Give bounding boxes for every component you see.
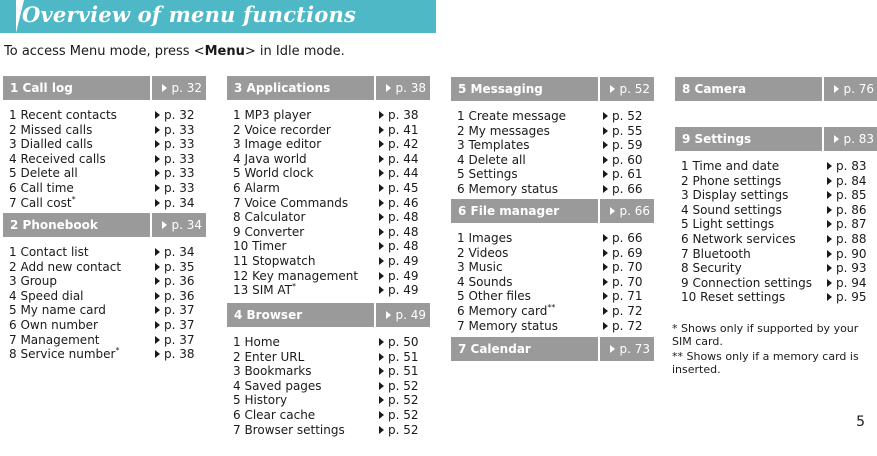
menu-item-page-ref: p. 33: [155, 123, 195, 138]
triangle-right-icon: [827, 264, 832, 272]
menu-item-label: 6 Own number: [9, 317, 98, 332]
triangle-right-icon: [379, 126, 384, 134]
triangle-right-icon: [379, 411, 384, 419]
menu-item-label: 2 Add new contact: [9, 259, 122, 274]
section-page-ref: p. 76: [834, 82, 874, 96]
menu-item: [3, 245, 206, 260]
menu-item: [227, 269, 430, 284]
menu-item-label: 5 Other files: [457, 289, 531, 304]
menu-section: [675, 77, 877, 101]
section-title: 9 Settings: [682, 132, 752, 146]
menu-item: [451, 231, 654, 246]
menu-item: [3, 289, 206, 304]
triangle-right-icon: [827, 220, 832, 228]
section-page-ref: p. 38: [386, 81, 426, 95]
menu-item-page-ref: p. 46: [379, 196, 419, 211]
title-banner: [0, 0, 436, 33]
menu-item: [451, 138, 654, 153]
menu-item-label: 4 Delete all: [457, 152, 526, 167]
page-title: Overview of menu functions: [22, 2, 356, 27]
triangle-right-icon: [834, 85, 839, 93]
menu-item-label: 6 Alarm: [233, 180, 280, 195]
menu-item-page-ref: p. 38: [155, 347, 195, 362]
menu-item-page-ref: p. 55: [603, 124, 643, 139]
menu-item-page-ref: p. 86: [827, 203, 867, 218]
menu-section: [451, 337, 654, 361]
triangle-right-icon: [610, 207, 615, 215]
triangle-right-icon: [603, 234, 608, 242]
menu-item-page-ref: p. 35: [155, 260, 195, 275]
menu-item-page-ref: p. 33: [155, 166, 195, 181]
menu-item: [3, 166, 206, 181]
menu-item-page-ref: p. 87: [827, 217, 867, 232]
triangle-right-icon: [603, 127, 608, 135]
menu-item-page-ref: p. 72: [603, 319, 643, 334]
menu-item: [3, 347, 206, 362]
triangle-right-icon: [155, 263, 160, 271]
menu-item: [451, 153, 654, 168]
menu-item-label: 2 Voice recorder: [233, 122, 331, 137]
menu-item-page-ref: p. 33: [155, 137, 195, 152]
menu-item: [675, 217, 877, 232]
triangle-right-icon: [155, 140, 160, 148]
menu-item: [227, 181, 430, 196]
menu-item: [227, 364, 430, 379]
menu-item: [227, 379, 430, 394]
menu-item-page-ref: p. 72: [603, 304, 643, 319]
intro-text: [4, 44, 345, 59]
footnote-mark: *: [71, 194, 76, 204]
menu-item-label: 2 Videos: [457, 245, 509, 260]
triangle-right-icon: [379, 155, 384, 163]
menu-item-label: 6 Call time: [9, 180, 74, 195]
menu-item-page-ref: p. 52: [379, 379, 419, 394]
menu-item-page-ref: p. 41: [379, 123, 419, 138]
menu-item-label: 10 Reset settings: [681, 290, 786, 305]
header-divider: [374, 303, 376, 327]
menu-item-page-ref: p. 36: [155, 289, 195, 304]
menu-item-label: 3 Bookmarks: [233, 364, 312, 379]
triangle-right-icon: [379, 338, 384, 346]
menu-item-label: 6 Clear cache: [233, 407, 316, 422]
menu-item: [3, 260, 206, 275]
menu-item: [675, 203, 877, 218]
menu-item-page-ref: p. 69: [603, 246, 643, 261]
triangle-right-icon: [379, 184, 384, 192]
section-page-ref: p. 66: [610, 204, 650, 218]
menu-item: [451, 275, 654, 290]
menu-item-label: 3 Dialled calls: [9, 137, 93, 152]
menu-item: [227, 196, 430, 211]
menu-item-label: 7 Management: [9, 332, 100, 347]
menu-item-label: 4 Sound settings: [681, 202, 782, 217]
triangle-right-icon: [155, 277, 160, 285]
menu-item-label: 12 Key management: [233, 268, 359, 283]
menu-item-label: 6 Memory status: [457, 181, 558, 196]
menu-item-label: 13 SIM AT*: [233, 282, 297, 298]
menu-item: [675, 261, 877, 276]
section-title: 2 Phonebook: [10, 218, 98, 232]
footnote-mark: *: [292, 282, 297, 292]
menu-item-page-ref: p. 48: [379, 210, 419, 225]
triangle-right-icon: [827, 279, 832, 287]
menu-item-page-ref: p. 44: [379, 152, 419, 167]
triangle-right-icon: [603, 170, 608, 178]
menu-item-page-ref: p. 66: [603, 182, 643, 197]
triangle-right-icon: [379, 396, 384, 404]
menu-item-label: 6 Memory card**: [457, 302, 556, 318]
menu-item-label: 7 Bluetooth: [681, 246, 751, 261]
menu-item-page-ref: p. 66: [603, 231, 643, 246]
menu-item: [3, 123, 206, 138]
menu-item-label: 7 Voice Commands: [233, 195, 349, 210]
menu-item-page-ref: p. 60: [603, 153, 643, 168]
menu-item-page-ref: p. 33: [155, 152, 195, 167]
menu-item-label: 2 Phone settings: [681, 173, 782, 188]
section-header: [227, 303, 430, 327]
triangle-right-icon: [155, 184, 160, 192]
menu-item-label: 1 Contact list: [9, 245, 89, 259]
menu-item: [227, 408, 430, 423]
menu-item: [227, 393, 430, 408]
menu-item-page-ref: p. 36: [155, 274, 195, 289]
menu-item-label: 7 Memory status: [457, 318, 558, 333]
triangle-right-icon: [379, 111, 384, 119]
triangle-right-icon: [155, 336, 160, 344]
menu-item: [675, 159, 877, 174]
menu-item: [227, 350, 430, 365]
triangle-right-icon: [379, 353, 384, 361]
triangle-right-icon: [603, 292, 608, 300]
menu-item: [227, 423, 430, 438]
triangle-right-icon: [379, 367, 384, 375]
triangle-right-icon: [155, 126, 160, 134]
menu-item: [451, 289, 654, 304]
menu-item-label: 4 Java world: [233, 151, 307, 166]
menu-item: [451, 260, 654, 275]
menu-item: [3, 137, 206, 152]
menu-item-label: 3 Templates: [457, 138, 530, 153]
header-divider: [598, 77, 600, 101]
triangle-right-icon: [386, 311, 391, 319]
menu-item-label: 1 Home: [233, 335, 280, 349]
menu-item: [675, 276, 877, 291]
triangle-right-icon: [603, 112, 608, 120]
menu-item-label: 2 Missed calls: [9, 122, 93, 137]
triangle-right-icon: [379, 169, 384, 177]
menu-item-page-ref: p. 34: [155, 196, 195, 211]
menu-item: [451, 167, 654, 182]
triangle-right-icon: [379, 426, 384, 434]
triangle-right-icon: [827, 293, 832, 301]
menu-item-label: 2 My messages: [457, 123, 550, 138]
menu-item-label: 5 History: [233, 393, 288, 408]
triangle-right-icon: [603, 278, 608, 286]
menu-item-label: 8 Security: [681, 261, 742, 276]
section-title: 4 Browser: [234, 308, 303, 322]
menu-item: [227, 225, 430, 240]
triangle-right-icon: [603, 307, 608, 315]
menu-item-page-ref: p. 85: [827, 188, 867, 203]
menu-item: [451, 319, 654, 334]
menu-item-page-ref: p. 33: [155, 181, 195, 196]
triangle-right-icon: [827, 191, 832, 199]
triangle-right-icon: [610, 85, 615, 93]
menu-item: [3, 196, 206, 211]
menu-item: [227, 166, 430, 181]
header-divider: [822, 77, 824, 101]
menu-item: [3, 152, 206, 167]
menu-item-page-ref: p. 37: [155, 303, 195, 318]
menu-item-label: 4 Sounds: [457, 274, 513, 289]
menu-item-label: 3 Music: [457, 260, 503, 275]
menu-item-page-ref: p. 50: [379, 335, 419, 350]
triangle-right-icon: [386, 84, 391, 92]
menu-item-label: 2 Enter URL: [233, 349, 305, 364]
triangle-right-icon: [610, 345, 615, 353]
section-header: [451, 199, 654, 223]
triangle-right-icon: [603, 185, 608, 193]
menu-item-label: 5 Delete all: [9, 166, 78, 181]
menu-item-label: 5 World clock: [233, 166, 314, 181]
menu-item-label: 8 Service number*: [9, 346, 120, 362]
menu-item: [3, 181, 206, 196]
menu-key: Menu: [204, 44, 245, 59]
triangle-right-icon: [155, 292, 160, 300]
menu-item: [3, 303, 206, 318]
triangle-right-icon: [379, 228, 384, 236]
menu-item-page-ref: p. 34: [155, 245, 195, 260]
intro-before: To access Menu mode, press <: [4, 44, 205, 59]
menu-item-page-ref: p. 48: [379, 225, 419, 240]
footnote-mark: **: [547, 302, 556, 312]
triangle-right-icon: [827, 250, 832, 258]
menu-item-label: 4 Saved pages: [233, 378, 322, 393]
menu-item: [3, 108, 206, 123]
menu-item-label: 8 Calculator: [233, 210, 306, 225]
menu-item-label: 1 Images: [457, 231, 513, 245]
menu-item: [227, 108, 430, 123]
menu-item-page-ref: p. 42: [379, 137, 419, 152]
menu-item: [451, 304, 654, 319]
menu-item-label: 5 My name card: [9, 303, 106, 318]
menu-item-page-ref: p. 37: [155, 333, 195, 348]
triangle-right-icon: [603, 156, 608, 164]
triangle-right-icon: [603, 249, 608, 257]
header-divider: [374, 76, 376, 100]
triangle-right-icon: [603, 141, 608, 149]
menu-item-label: 4 Speed dial: [9, 288, 84, 303]
triangle-right-icon: [379, 257, 384, 265]
menu-item-label: 6 Network services: [681, 231, 796, 246]
triangle-right-icon: [379, 199, 384, 207]
menu-section: [3, 213, 206, 362]
menu-item-page-ref: p. 49: [379, 283, 419, 298]
menu-item-label: 5 Light settings: [681, 217, 775, 232]
section-header: [227, 76, 430, 100]
section-header: [451, 77, 654, 101]
footnote-sim: * Shows only if supported by your SIM card.: [672, 322, 859, 348]
section-header: [3, 76, 206, 100]
triangle-right-icon: [155, 199, 160, 207]
menu-item-label: 9 Converter: [233, 224, 305, 239]
menu-item-page-ref: p. 88: [827, 232, 867, 247]
menu-section: [451, 77, 654, 197]
menu-item-label: 1 MP3 player: [233, 108, 312, 122]
triangle-right-icon: [155, 321, 160, 329]
header-divider: [150, 76, 152, 100]
triangle-right-icon: [827, 206, 832, 214]
menu-item-label: 1 Time and date: [681, 159, 780, 173]
menu-item: [675, 232, 877, 247]
menu-item: [451, 109, 654, 124]
triangle-right-icon: [827, 162, 832, 170]
menu-item: [3, 274, 206, 289]
header-divider: [822, 127, 824, 151]
header-divider: [598, 199, 600, 223]
menu-item-page-ref: p. 45: [379, 181, 419, 196]
triangle-right-icon: [379, 242, 384, 250]
menu-item: [227, 283, 430, 298]
menu-item-label: 11 Stopwatch: [233, 253, 316, 268]
triangle-right-icon: [834, 135, 839, 143]
menu-item: [3, 318, 206, 333]
header-divider: [598, 337, 600, 361]
triangle-right-icon: [379, 140, 384, 148]
menu-item-page-ref: p. 71: [603, 289, 643, 304]
triangle-right-icon: [162, 221, 167, 229]
footnote-mark: *: [115, 346, 120, 356]
menu-item-label: 5 Settings: [457, 167, 518, 182]
section-title: 6 File manager: [458, 204, 560, 218]
section-page-ref: p. 49: [386, 308, 426, 322]
menu-item: [675, 290, 877, 305]
menu-item-label: 4 Received calls: [9, 151, 106, 166]
triangle-right-icon: [379, 272, 384, 280]
menu-item-page-ref: p. 51: [379, 364, 419, 379]
menu-item-label: 7 Call cost*: [9, 194, 76, 210]
menu-item-page-ref: p. 61: [603, 167, 643, 182]
section-header: [675, 127, 877, 151]
triangle-right-icon: [155, 155, 160, 163]
section-header: [451, 337, 654, 361]
triangle-right-icon: [155, 350, 160, 358]
menu-item-label: 3 Image editor: [233, 137, 322, 152]
triangle-right-icon: [603, 263, 608, 271]
footnote-memory-card: ** Shows only if a memory card is inserted.: [672, 350, 859, 376]
menu-section: [227, 303, 430, 437]
menu-item: [675, 188, 877, 203]
page-number: 5: [856, 414, 865, 430]
menu-item: [451, 124, 654, 139]
menu-item-page-ref: p. 44: [379, 166, 419, 181]
menu-item: [227, 239, 430, 254]
section-title: 8 Camera: [682, 82, 747, 96]
menu-item-page-ref: p. 90: [827, 247, 867, 262]
menu-item: [227, 123, 430, 138]
triangle-right-icon: [379, 213, 384, 221]
menu-item-label: 3 Group: [9, 274, 57, 289]
menu-item: [227, 137, 430, 152]
menu-item-page-ref: p. 49: [379, 269, 419, 284]
menu-item-label: 10 Timer: [233, 239, 287, 254]
menu-item-page-ref: p. 52: [379, 423, 419, 438]
menu-item-page-ref: p. 70: [603, 260, 643, 275]
menu-item-page-ref: p. 52: [379, 393, 419, 408]
section-title: 7 Calendar: [458, 342, 531, 356]
section-title: 3 Applications: [234, 81, 331, 95]
menu-item: [451, 182, 654, 197]
menu-item-page-ref: p. 83: [827, 159, 867, 174]
menu-item-page-ref: p. 52: [379, 408, 419, 423]
triangle-right-icon: [155, 248, 160, 256]
menu-item: [227, 254, 430, 269]
triangle-right-icon: [827, 177, 832, 185]
menu-item: [227, 335, 430, 350]
section-page-ref: p. 83: [834, 132, 874, 146]
triangle-right-icon: [603, 322, 608, 330]
triangle-right-icon: [827, 235, 832, 243]
menu-item-page-ref: p. 37: [155, 318, 195, 333]
menu-item-page-ref: p. 59: [603, 138, 643, 153]
triangle-right-icon: [379, 286, 384, 294]
menu-section: [451, 199, 654, 333]
section-page-ref: p. 32: [162, 81, 202, 95]
section-title: 1 Call log: [10, 81, 73, 95]
triangle-right-icon: [155, 306, 160, 314]
menu-section: [675, 127, 877, 305]
menu-item-page-ref: p. 38: [379, 108, 419, 123]
triangle-right-icon: [162, 84, 167, 92]
triangle-right-icon: [155, 169, 160, 177]
menu-item-label: 3 Display settings: [681, 188, 789, 203]
menu-item-page-ref: p. 93: [827, 261, 867, 276]
menu-item-label: 1 Create message: [457, 109, 567, 123]
section-page-ref: p. 73: [610, 342, 650, 356]
menu-item-page-ref: p. 51: [379, 350, 419, 365]
menu-item-label: 7 Browser settings: [233, 422, 345, 437]
menu-item: [3, 333, 206, 348]
menu-item-page-ref: p. 49: [379, 254, 419, 269]
menu-item-page-ref: p. 84: [827, 174, 867, 189]
menu-item: [227, 152, 430, 167]
menu-item-page-ref: p. 95: [827, 290, 867, 305]
triangle-right-icon: [155, 111, 160, 119]
section-page-ref: p. 34: [162, 218, 202, 232]
intro-after: > in Idle mode.: [244, 44, 345, 59]
menu-item-page-ref: p. 32: [155, 108, 195, 123]
header-divider: [150, 213, 152, 237]
menu-item-page-ref: p. 52: [603, 109, 643, 124]
menu-item: [451, 246, 654, 261]
menu-item-page-ref: p. 70: [603, 275, 643, 290]
menu-item-page-ref: p. 94: [827, 276, 867, 291]
menu-section: [3, 76, 206, 210]
triangle-right-icon: [379, 382, 384, 390]
menu-item: [675, 174, 877, 189]
section-title: 5 Messaging: [458, 82, 543, 96]
menu-item: [675, 247, 877, 262]
menu-item-label: 9 Connection settings: [681, 275, 813, 290]
menu-item: [227, 210, 430, 225]
menu-item-label: 1 Recent contacts: [9, 108, 117, 122]
menu-section: [227, 76, 430, 298]
section-page-ref: p. 52: [610, 82, 650, 96]
menu-item-page-ref: p. 48: [379, 239, 419, 254]
section-header: [3, 213, 206, 237]
section-header: [675, 77, 877, 101]
